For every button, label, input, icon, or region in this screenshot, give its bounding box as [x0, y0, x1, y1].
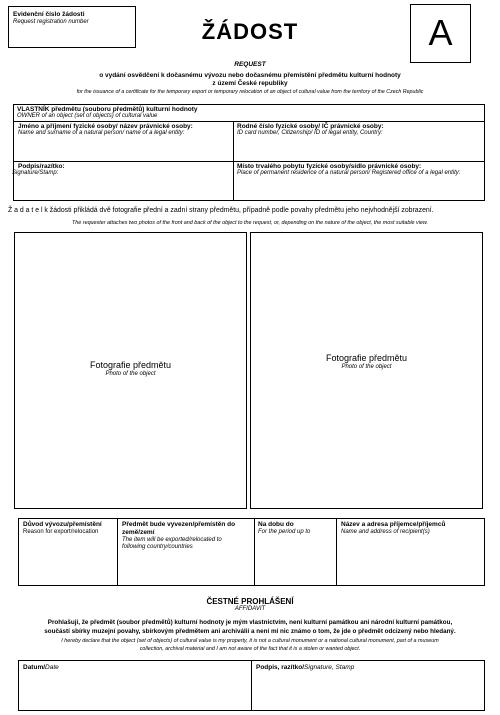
signature-label: Podpis, razítko/ [256, 664, 305, 671]
photo-back-label-en: Photo of the object [341, 364, 392, 370]
photo-front-label-en: Photo of the object [105, 371, 156, 377]
registration-number-label: Evidenční číslo žádosti [13, 11, 85, 18]
export-period-cell[interactable] [255, 519, 335, 585]
export-period-label-en: For the period up to [258, 529, 311, 535]
form-type-letter: A [428, 12, 453, 53]
photo-instruction-en: The requester attaches two photos of the front and back of the object to the request, or, depending on the nature of the object, the most suitable view. [71, 220, 428, 226]
owner-heading-en: OWNER of an object (set of objects) of cultural value [17, 113, 158, 119]
export-reason-label: Důvod vývozu/přemístění [23, 521, 102, 528]
signature-field[interactable] [252, 661, 484, 710]
date-label: Datum/ [23, 664, 46, 671]
affidavit-text-en-line1: I hereby declare that the object (set of objects) of cultural value is my property, it is not a cultural monument or a national cultural monument, part of a museum [61, 638, 439, 644]
export-recipient-cell[interactable] [337, 519, 484, 585]
purpose-en: for the issuance of a certificate for the temporary export or temporary relocation of an object of cultural value from the territory of the Czech Republic [76, 89, 424, 95]
photo-box-front[interactable] [14, 232, 247, 509]
owner-id-label-en: ID card number, Citizenship/ ID of legal entity, Country: [237, 130, 383, 136]
export-country-cell[interactable] [118, 519, 253, 585]
owner-name-field[interactable] [14, 122, 232, 160]
affidavit-text-en-line2: collection, archival material and I am not aware of the fact that it is a stolen or wanted object. [139, 646, 361, 652]
registration-number-sublabel: Request registration number [13, 19, 89, 25]
owner-signature-label-en: Signature/Stamp: [12, 170, 59, 176]
photo-back-label: Fotografie předmětu [325, 353, 408, 363]
owner-id-field[interactable] [234, 122, 484, 160]
date-field[interactable] [19, 661, 250, 710]
owner-residence-label: Místo trvalého pobytu fyzické osoby/sídlo právnické osoby: [237, 163, 422, 170]
owner-name-label-en: Name and surname of a natural person/ name of a legal entity: [18, 130, 185, 136]
affidavit-heading: ČESTNÉ PROHLÁŠENÍ [206, 597, 294, 606]
photo-instruction-cz: Ž a d a t e l k žádosti přikládá dvě fotografie přední a zadní strany předmětu, případně podle povahy předmětu jeho nejvhodnější zobrazení. [8, 207, 434, 214]
affidavit-text-cz-line2: součástí sbírky muzejní povahy, sbírkovým předmětem ani archiválií a není mi nic známo o tom, že jde o předmět odcizený nebo hledaný. [44, 628, 456, 635]
owner-signature-label: Podpis/razítko: [18, 163, 65, 170]
export-recipient-label-en: Name and address of recipient(s) [341, 529, 430, 535]
form-type-box [410, 4, 471, 63]
date-label-en: Date [45, 664, 59, 671]
photo-front-label: Fotografie předmětu [89, 360, 172, 370]
owner-residence-field[interactable] [234, 162, 484, 200]
export-country-label-en: The item will be exported/relocated to following country/countries [122, 537, 222, 550]
form-subtitle-en: REQUEST [234, 61, 266, 68]
registration-number-box[interactable] [8, 6, 136, 48]
export-country-label: Předmět bude vyvezen/přemístěn do země/zemí [122, 521, 236, 536]
form-title: ŽÁDOST [201, 19, 299, 44]
export-recipient-label: Název a adresa příjemce/příjemců [341, 521, 446, 528]
signature-label-en: Signature, Stamp [304, 664, 355, 671]
owner-signature-field[interactable] [14, 162, 232, 200]
owner-heading: VLASTNÍK předmětu (souboru předmětů) kulturní hodnoty [17, 106, 198, 113]
photo-box-back[interactable] [250, 232, 483, 509]
affidavit-heading-en: AFFIDAVIT [234, 606, 266, 612]
export-reason-label-en: Reason for export/relocation [23, 529, 99, 535]
export-period-label: Na dobu do [258, 521, 294, 528]
owner-residence-label-en: Place of permanent residence of a natural person/ Registered office of a legal entity: [237, 170, 461, 176]
purpose-cz-line2: z území České republiky [212, 80, 288, 87]
affidavit-text-cz-line1: Prohlašuji, že předmět (soubor předmětů) kulturní hodnoty je mým vlastnictvím, není kulturní památkou ani národní kulturní památkou, [47, 619, 453, 626]
export-reason-cell[interactable] [19, 519, 116, 585]
owner-name-label: Jméno a příjmení fyzické osoby/ název právnické osoby: [18, 123, 193, 130]
purpose-cz-line1: o vydání osvědčení k dočasnému vývozu nebo dočasnému přemístění předmětu kulturní hodnoty [99, 72, 401, 79]
owner-id-label: Rodné číslo fyzické osoby/ IČ právnické osoby: [237, 123, 384, 130]
